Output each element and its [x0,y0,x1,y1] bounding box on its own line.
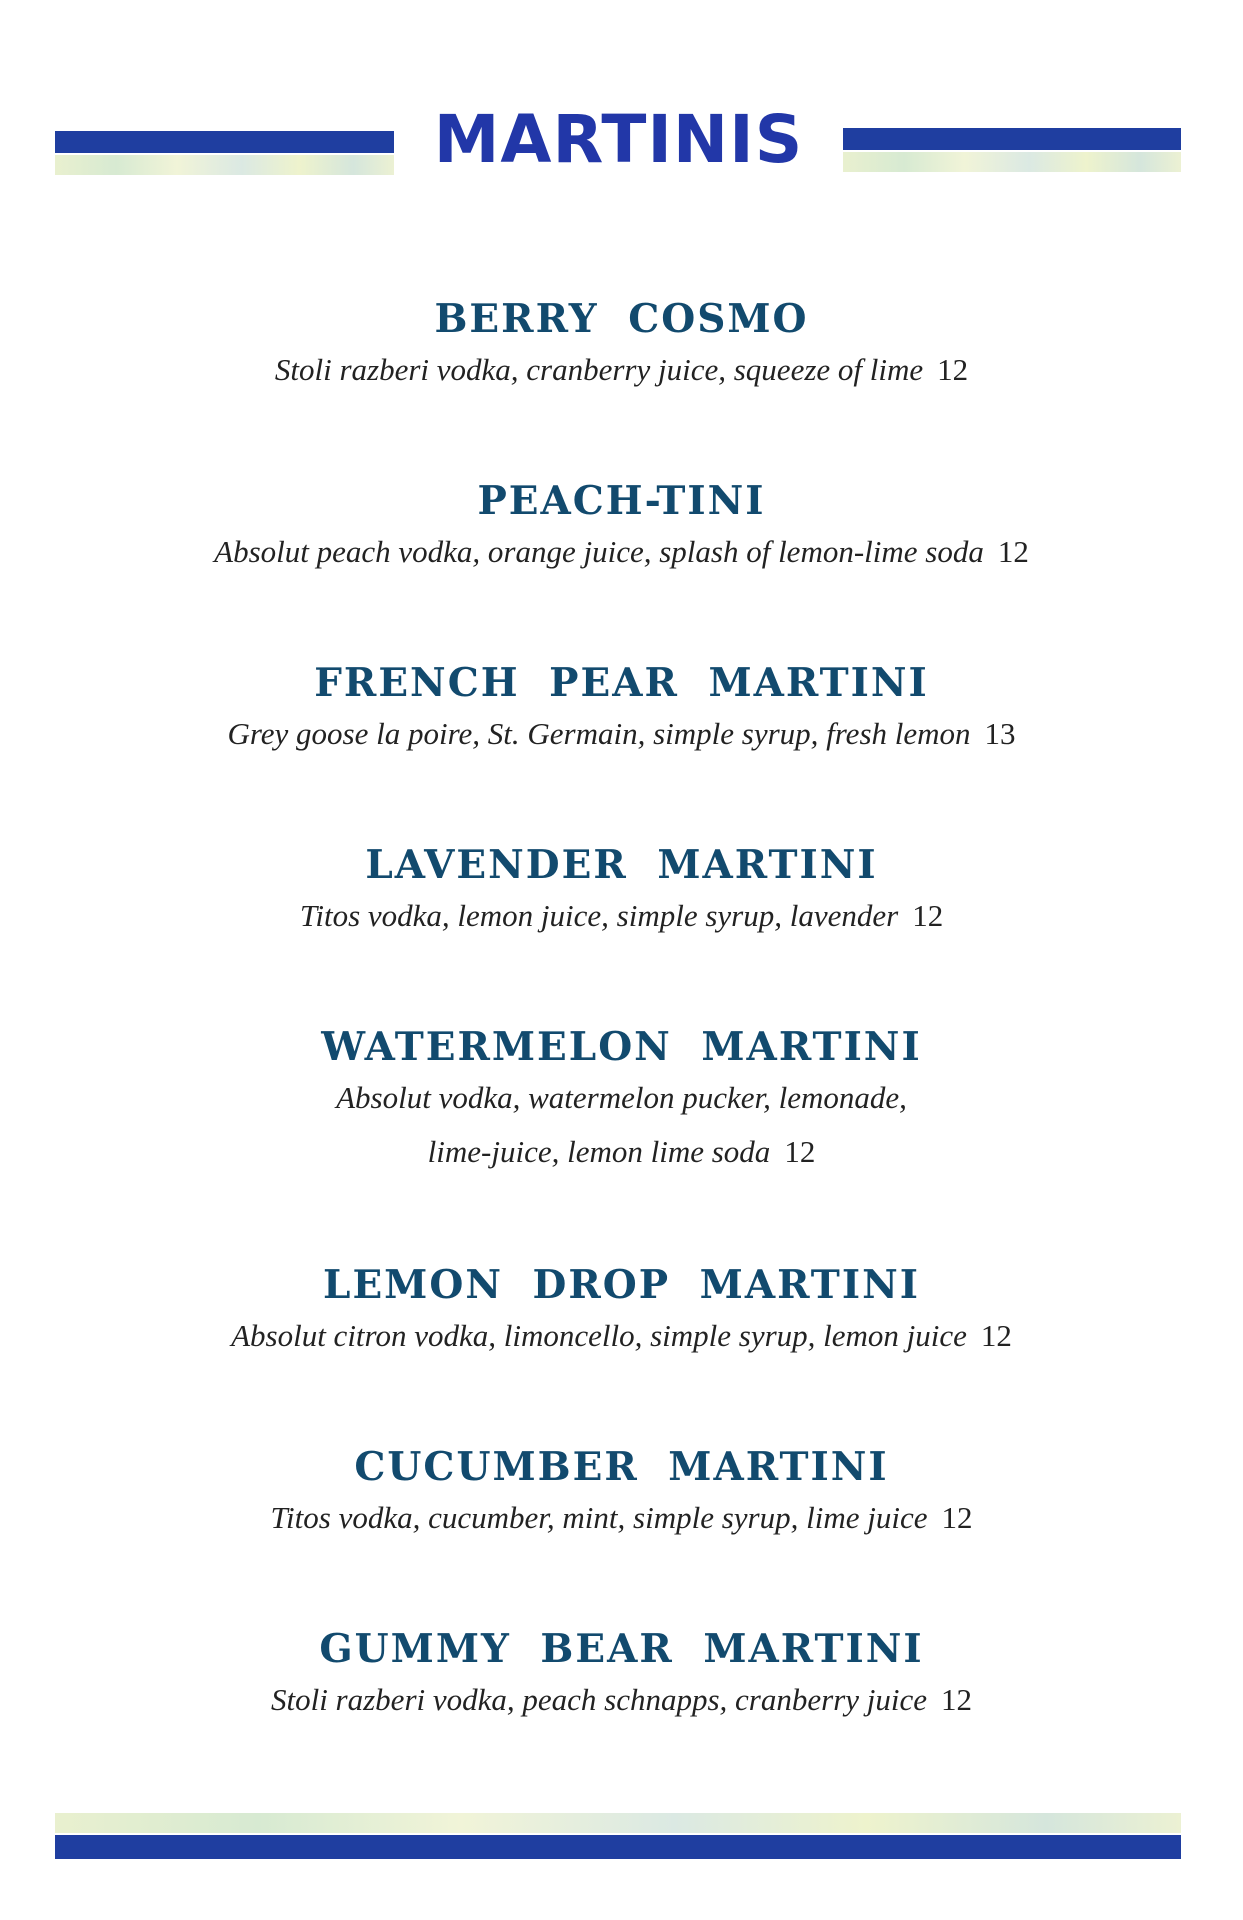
menu-item-watermelon-martini [0,1023,1243,1179]
menu-item-name: LEMON DROP MARTINI [323,1262,920,1308]
menu-item-description-line [0,1309,1243,1363]
menu-item-description-line [0,1673,1243,1727]
header-decorative-band-left [55,131,394,177]
menu-item-price: 12 [941,1682,973,1717]
menu-item-name: CUCUMBER MARTINI [354,1444,889,1490]
band-pale-stripe [55,155,394,175]
menu-item-lemon-drop-martini [0,1261,1243,1363]
menu-item-price: 12 [997,534,1029,569]
menu-item-price: 12 [784,1134,816,1169]
menu-item-price: 12 [937,352,969,387]
menu-item-name: FRENCH PEAR MARTINI [314,660,929,706]
menu-item-description-continued: lime-juice, lemon lime soda [427,1134,771,1169]
menu-item-lavender-martini [0,841,1243,943]
menu-item-description-line [0,1125,1243,1179]
footer-decorative-band [55,1813,1181,1859]
page-title: MARTINIS [433,101,804,178]
menu-item-berry-cosmo [0,295,1243,397]
band-blue-stripe [55,131,394,153]
band-blue-stripe [843,128,1181,150]
band-pale-stripe [55,1813,1181,1833]
band-blue-stripe [55,1835,1181,1859]
menu-list [0,295,1243,1727]
menu-item-name: PEACH-TINI [477,478,766,524]
menu-item-price: 12 [980,1318,1012,1353]
menu-item-description: Titos vodka, lemon juice, simple syrup, lavender [299,898,899,933]
menu-item-gummy-bear-martini [0,1625,1243,1727]
menu-item-price: 12 [941,1500,973,1535]
menu-item-name: GUMMY BEAR MARTINI [319,1626,924,1672]
menu-item-price: 12 [912,898,944,933]
menu-item-description-line [0,1491,1243,1545]
menu-item-description-line [0,343,1243,397]
menu-item-description: Absolut peach vodka, orange juice, splash of lemon-lime soda [214,534,984,569]
band-pale-stripe [843,152,1181,172]
menu-item-name: BERRY COSMO [434,296,809,342]
menu-item-cucumber-martini [0,1443,1243,1545]
menu-item-name: LAVENDER MARTINI [365,842,878,888]
menu-item-price: 13 [984,716,1016,751]
menu-item-description-line [0,889,1243,943]
menu-item-description-line [0,707,1243,761]
menu-item-name: WATERMELON MARTINI [321,1024,922,1070]
menu-item-description: Titos vodka, cucumber, mint, simple syrup, lime juice [270,1500,928,1535]
menu-item-french-pear-martini [0,659,1243,761]
menu-item-peach-tini [0,477,1243,579]
menu-item-description: Stoli razberi vodka, peach schnapps, cranberry juice [270,1682,928,1717]
menu-item-description: Stoli razberi vodka, cranberry juice, squeeze of lime [274,352,924,387]
header-decorative-band-right [843,128,1181,174]
menu-item-description: Absolut citron vodka, limoncello, simple syrup, lemon juice [231,1318,967,1353]
menu-item-description: Absolut vodka, watermelon pucker, lemonade, [336,1080,907,1115]
menu-item-description-line [0,525,1243,579]
menu-item-description: Grey goose la poire, St. Germain, simple syrup, fresh lemon [227,716,971,751]
